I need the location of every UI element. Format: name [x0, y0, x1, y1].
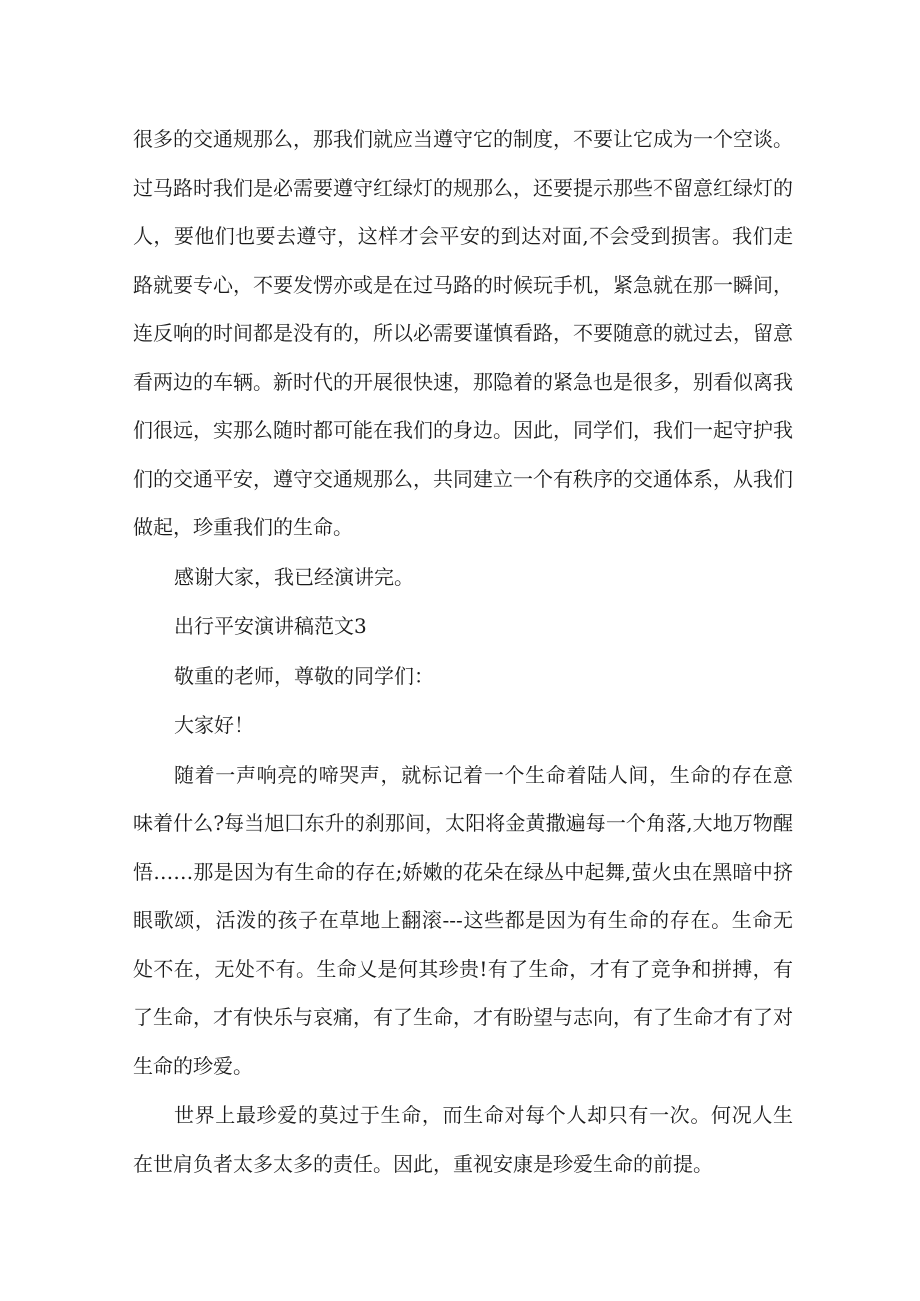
document-body	[133, 115, 793, 1188]
section-title: 出行平安演讲稿范文3	[174, 614, 367, 638]
paragraph-continued: 很多的交通规那么，那我们就应当遵守它的制度，不要让它成为一个空谈。过马路时我们是必需要遵守红绿灯的规那么，还要提示那些不留意红绿灯的人，要他们也要去遵守，这样才会平安的到达对面,不会受到损害。我们走路就要专心，不要发愣亦或是在过马路的时候玩手机，紧急就在那一瞬间，连反响的时间都是没有的，所以必需要谨慎看路，不要随意的就过去，留意看两边的车辆。新时代的开展很快速，那隐着的紧急也是很多，别看似离我们很远，实那么随时都可能在我们的身边。因此，同学们，我们一起守护我们的交通平安，遵守交通规那么，共同建立一个有秩序的交通体系，从我们做起，珍重我们的生命。	[133, 127, 793, 539]
paragraph-health: 世界上最珍爱的莫过于生命，而生命对每个人却只有一次。何况人生在世肩负者太多太多的责任。因此，重视安康是珍爱生命的前提。	[133, 1103, 793, 1176]
greeting: 大家好！	[174, 713, 254, 737]
paragraph-thanks: 感谢大家，我已经演讲完。	[174, 564, 414, 589]
paragraph-life: 随着一声响亮的啼哭声，就标记着一个生命着陆人间，生命的存在意味着什么?每当旭囗东升的刹那间，太阳将金黄撒遍每一个角落,大地万物醒悟……那是因为有生命的存在;娇嫩的花朵在绿丛中起舞,萤火虫在黑暗中挤眼歌颂，活泼的孩子在草地上翻滚---这些都是因为有生命的存在。生命无处不在，无处不有。生命乂是何其珍贵!有了生命，才有了竞争和拼搏，有了生命，才有快乐与哀痛，有了生命，才有盼望与志向，有了生命才有了对生命的珍爱。	[133, 762, 793, 1078]
salutation: 敬重的老师，尊敬的同学们：	[174, 663, 434, 688]
